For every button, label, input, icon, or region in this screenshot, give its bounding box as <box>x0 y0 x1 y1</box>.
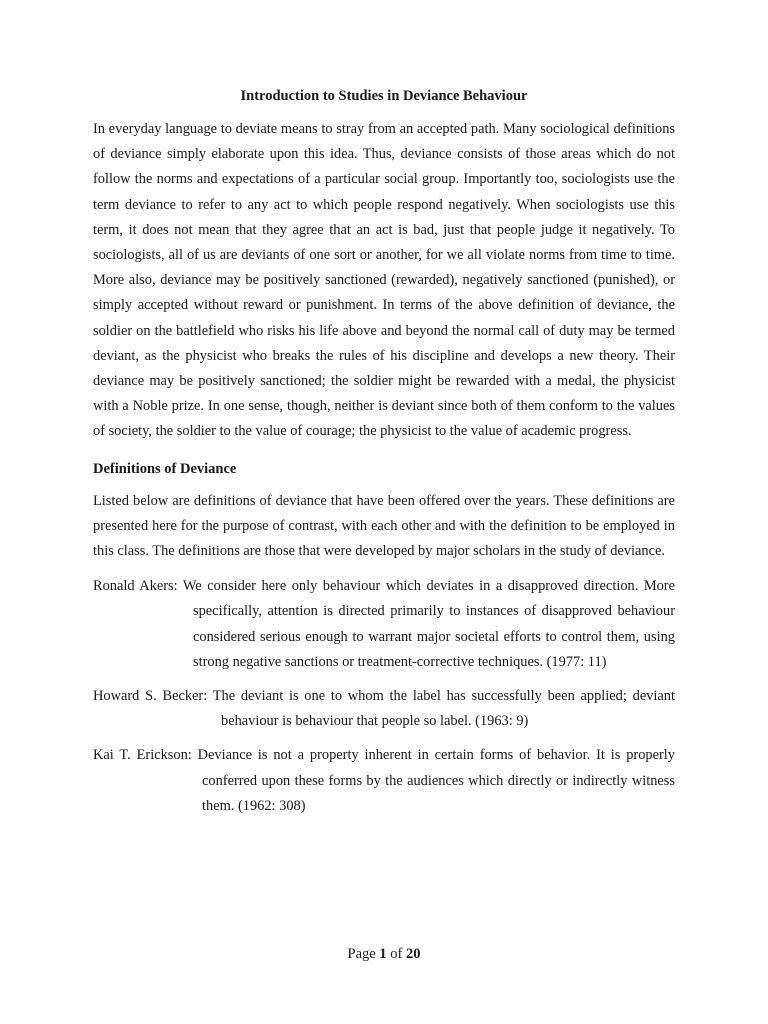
definition-becker: Howard S. Becker: The deviant is one to whom the label has successfully been applied; deviant behaviour is behaviour that people so label. (1963: 9) <box>93 688 675 730</box>
page-footer <box>0 944 768 964</box>
section-heading-definitions: Definitions of Deviance <box>93 460 237 477</box>
footer-page-word: Page <box>347 946 376 962</box>
definition-akers: Ronald Akers: We consider here only behaviour which deviates in a disapproved direction. More specifically, attention is directed primarily to instances of disapproved behaviour considered serious enough to warrant major societal efforts to control them, using strong negative sanctions or treatment-corrective techniques. (1977: 11) <box>93 578 675 670</box>
footer-current-page: 1 <box>379 946 387 962</box>
section-intro-paragraph: Listed below are definitions of deviance that have been offered over the years. These definitions are presented here for the purpose of contrast, with each other and with the definition to be employed in this class. The definitions are those that were developed by major scholars in the study of deviance. <box>93 492 675 560</box>
definition-erickson: Kai T. Erickson: Deviance is not a property inherent in certain forms of behavior. It is properly conferred upon these forms by the audiences which directly or indirectly witness them. (1962: 308) <box>93 747 675 814</box>
footer-of-word: of <box>390 946 403 962</box>
footer-total-pages: 20 <box>405 946 421 962</box>
document-page <box>93 86 675 819</box>
intro-paragraph: In everyday language to deviate means to stray from an accepted path. Many sociological definitions of deviance simply elaborate upon this idea. Thus, deviance consists of those areas which do not follow the norms and expectations of a particular social group. Importantly too, sociologists use the term deviance to refer to any act to which people respond negatively. When sociologists use this term, it does not mean that they agree that an act is bad, just that people judge it negatively. To sociologists, all of us are deviants of one sort or another, for we all violate norms from time to time. More also, deviance may be positively sanctioned (rewarded), negatively sanctioned (punished), or simply accepted without reward or punishment. In terms of the above definition of deviance, the soldier on the battlefield who risks his life above and beyond the normal call of duty may be termed deviant, as the physicist who breaks the rules of his discipline and develops a new theory. Their deviance may be positively sanctioned; the soldier might be rewarded with a medal, the physicist with a Noble prize. In one sense, though, neither is deviant since both of them conform to the values of society, the soldier to the value of courage; the physicist to the value of academic progress. <box>93 121 675 440</box>
document-title: Introduction to Studies in Deviance Behaviour <box>240 88 528 104</box>
